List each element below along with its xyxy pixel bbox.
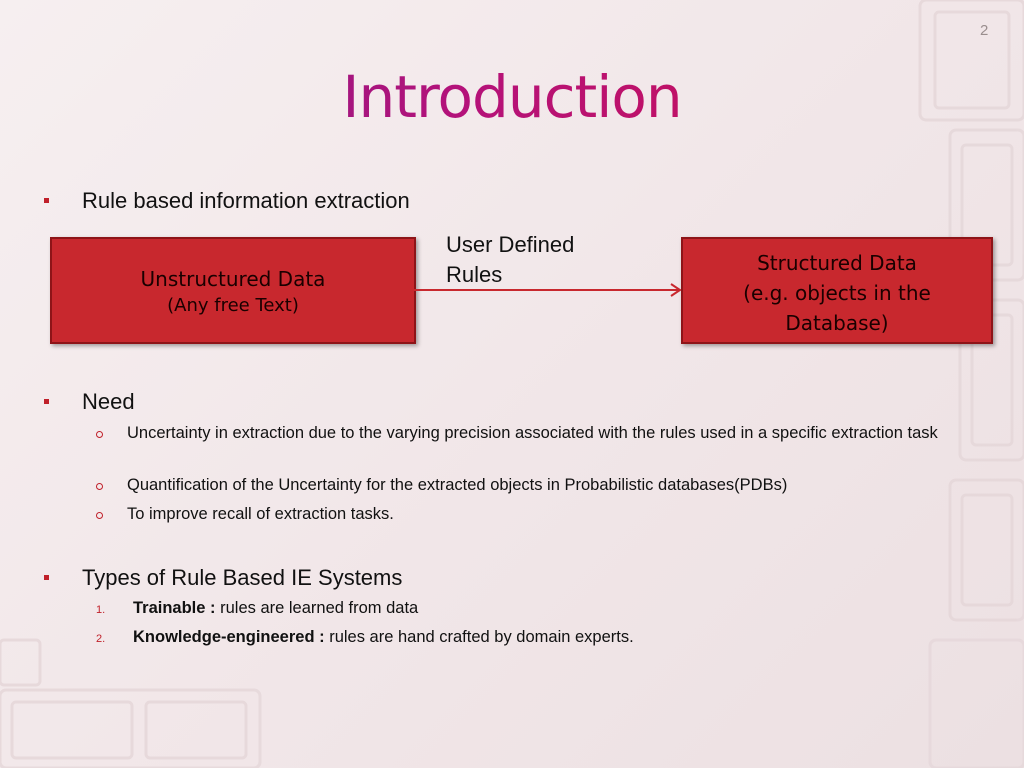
item-term: Knowledge-engineered :	[133, 628, 325, 646]
circle-bullet-icon	[96, 483, 103, 490]
slide-number: 2	[980, 22, 989, 39]
circle-bullet-icon	[96, 431, 103, 438]
item-number: 2.	[96, 633, 106, 645]
item-description: rules are hand crafted by domain experts.	[324, 628, 634, 646]
bullet-text: Types of Rule Based IE Systems	[82, 565, 403, 590]
slide-title: Introduction	[0, 62, 1024, 132]
arrow-label: User Defined Rules	[446, 232, 575, 287]
square-bullet-icon	[44, 575, 49, 580]
list-item-text: Quantification of the Uncertainty for the extracted objects in Probabilistic databases(PDBs)	[127, 476, 788, 494]
square-bullet-icon	[44, 399, 49, 404]
square-bullet-icon	[44, 198, 49, 203]
list-item-text: Uncertainty in extraction due to the varying precision associated with the rules used in a specific extraction task	[127, 424, 938, 442]
box-subtitle: (e.g. objects in the	[743, 281, 931, 305]
list-item-text: To improve recall of extraction tasks.	[127, 505, 394, 523]
box-subtitle: Database)	[785, 311, 889, 335]
structured-data-box	[681, 237, 993, 344]
box-title: Unstructured Data	[140, 267, 326, 291]
unstructured-data-box	[50, 237, 416, 344]
bullet-text: Rule based information extraction	[82, 188, 410, 213]
item-number: 1.	[96, 604, 106, 616]
box-title: Structured Data	[757, 251, 917, 275]
bullet-text: Need	[82, 389, 135, 414]
box-subtitle: (Any free Text)	[167, 295, 299, 316]
item-term: Trainable :	[133, 599, 216, 617]
item-description: rules are learned from data	[215, 599, 419, 617]
circle-bullet-icon	[96, 512, 103, 519]
